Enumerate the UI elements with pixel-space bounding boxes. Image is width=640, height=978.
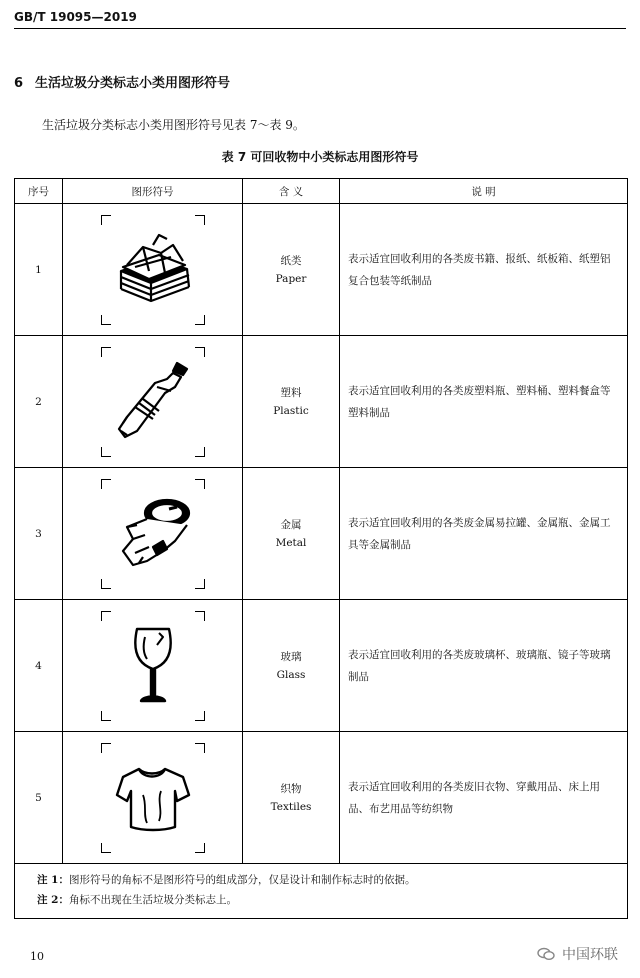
- section-heading: [14, 72, 230, 91]
- symbol-cell: [63, 732, 243, 864]
- header-rule: [14, 28, 626, 29]
- symbol-cell: [63, 468, 243, 600]
- symbol-cell: [63, 600, 243, 732]
- notes-cell: [15, 864, 628, 919]
- paper-bundle-icon: [113, 227, 193, 313]
- meaning-en: Glass: [276, 668, 306, 681]
- meaning-cell: [243, 600, 340, 732]
- row-number: 2: [15, 336, 63, 468]
- table-row: [15, 468, 628, 600]
- table-row: [15, 732, 628, 864]
- note-prefix: 注 1：: [37, 874, 69, 886]
- standard-number: GB/T 19095—2019: [14, 10, 137, 24]
- symbols-table: [14, 178, 628, 919]
- row-number: 5: [15, 732, 63, 864]
- note-2: [37, 890, 617, 910]
- note-text: 角标不出现在生活垃圾分类标志上。: [68, 894, 237, 906]
- meaning-cn: 塑料: [280, 386, 302, 399]
- description-cell: 表示适宜回收利用的各类废玻璃杯、玻璃瓶、镜子等玻璃制品: [340, 600, 628, 732]
- note-1: [37, 870, 617, 890]
- table-header-row: [15, 179, 628, 204]
- intro-paragraph: 生活垃圾分类标志小类用图形符号见表 7～表 9。: [42, 118, 305, 132]
- meaning-cn: 玻璃: [280, 650, 302, 663]
- meaning-cell: [243, 468, 340, 600]
- section-number: 6: [14, 76, 24, 91]
- watermark: [536, 944, 618, 964]
- header-no: 序号: [15, 179, 63, 204]
- watermark-text: 中国环联: [562, 947, 618, 963]
- plastic-bottle-icon: [113, 359, 193, 445]
- symbol-cell: [63, 204, 243, 336]
- description-cell: 表示适宜回收利用的各类废金属易拉罐、金属瓶、金属工具等金属制品: [340, 468, 628, 600]
- meaning-cell: [243, 204, 340, 336]
- meaning-cn: 金属: [280, 518, 302, 531]
- row-number: 1: [15, 204, 63, 336]
- meaning-en: Paper: [275, 272, 307, 285]
- meaning-cn: 纸类: [280, 254, 302, 267]
- symbol-cell: [63, 336, 243, 468]
- wine-glass-icon: [113, 623, 193, 709]
- table-row: [15, 336, 628, 468]
- table-row: [15, 600, 628, 732]
- meaning-cell: [243, 732, 340, 864]
- description-cell: 表示适宜回收利用的各类废塑料瓶、塑料桶、塑料餐盒等塑料制品: [340, 336, 628, 468]
- header-meaning: 含 义: [243, 179, 340, 204]
- meaning-en: Metal: [275, 536, 307, 549]
- meaning-cn: 织物: [280, 782, 302, 795]
- note-text: 图形符号的角标不是图形符号的组成部分，仅是设计和制作标志时的依据。: [68, 874, 416, 886]
- meaning-cell: [243, 336, 340, 468]
- table-title: 表 7 可回收物中小类标志用图形符号: [221, 150, 419, 164]
- section-title: 生活垃圾分类标志小类用图形符号: [35, 76, 231, 91]
- table-row: [15, 204, 628, 336]
- chat-bubble-icon: [536, 947, 556, 961]
- header-description: 说 明: [340, 179, 628, 204]
- tshirt-icon: [113, 755, 193, 841]
- header-symbol: 图形符号: [63, 179, 243, 204]
- meaning-en: Plastic: [273, 404, 309, 417]
- meaning-en: Textiles: [270, 800, 312, 813]
- row-number: 3: [15, 468, 63, 600]
- row-number: 4: [15, 600, 63, 732]
- description-cell: 表示适宜回收利用的各类废旧衣物、穿戴用品、床上用品、布艺用品等纺织物: [340, 732, 628, 864]
- description-cell: 表示适宜回收利用的各类废书籍、报纸、纸板箱、纸塑铝复合包装等纸制品: [340, 204, 628, 336]
- note-prefix: 注 2：: [37, 894, 69, 906]
- crushed-can-icon: [113, 491, 193, 577]
- notes-row: [15, 864, 628, 919]
- page-number: 10: [30, 950, 44, 963]
